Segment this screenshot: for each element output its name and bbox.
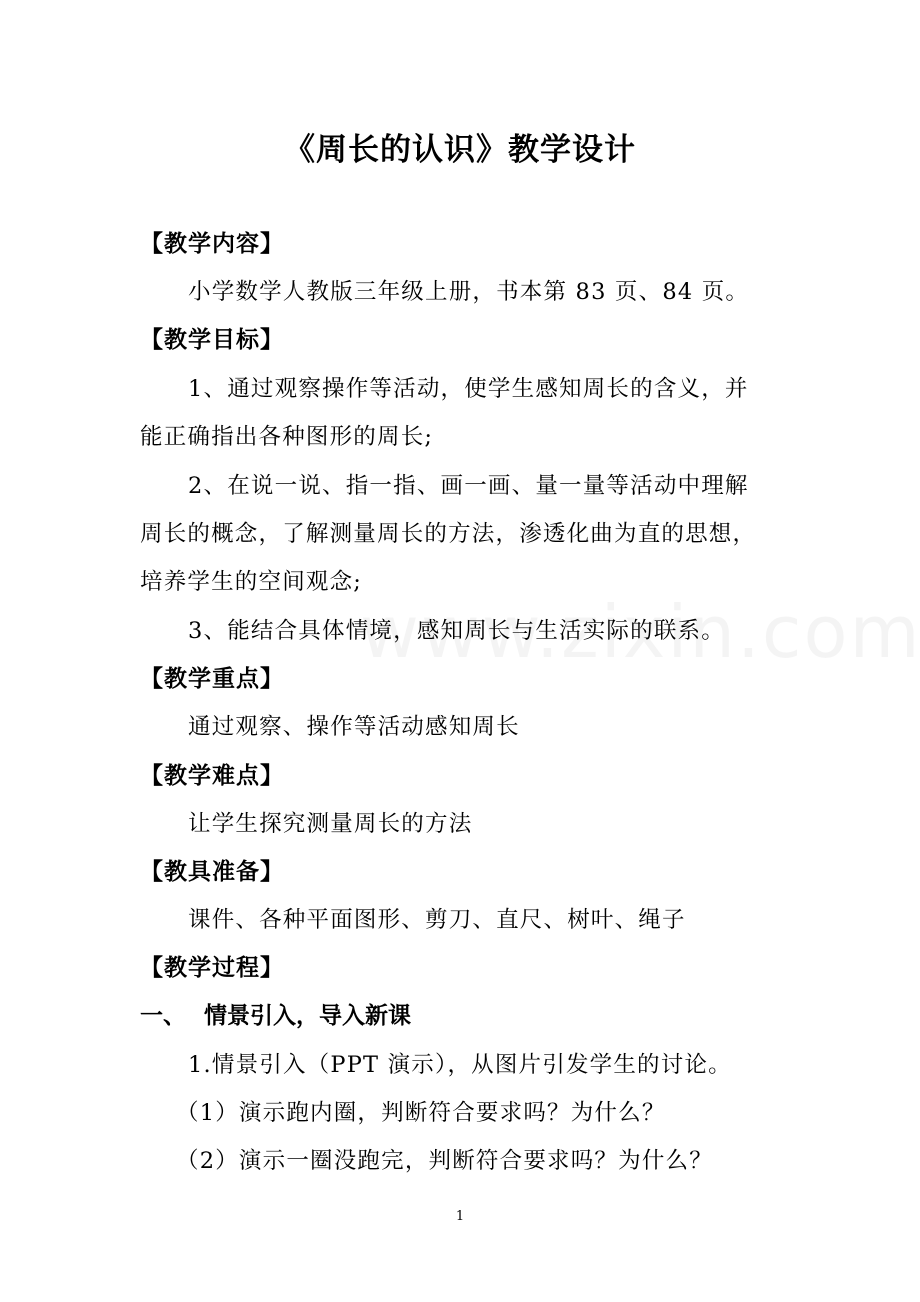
objective-2-line-1: 2、在说一说、指一指、画一画、量一量等活动中理解 [188, 473, 749, 499]
heading-difficulties: 【教学难点】 [140, 763, 284, 789]
objective-2-line-2: 周长的概念，了解测量周长的方法，渗透化曲为直的思想， [140, 521, 757, 547]
paragraph-teaching-content: 小学数学人教版三年级上册，书本第 83 页、84 页。 [188, 279, 750, 305]
section-one-text: 情景引入，导入新课 [204, 1003, 411, 1029]
heading-teaching-content: 【教学内容】 [140, 231, 284, 257]
objective-1-line-2: 能正确指出各种图形的周长; [140, 424, 434, 450]
page-title: 《周长的认识》教学设计 [284, 132, 636, 168]
objective-3: 3、能结合具体情境，感知周长与生活实际的联系。 [188, 618, 725, 644]
heading-teaching-process: 【教学过程】 [140, 955, 284, 981]
paragraph-teaching-aids: 课件、各种平面图形、剪刀、直尺、树叶、绳子 [188, 907, 686, 933]
objective-1-line-1: 1、通过观察操作等活动，使学生感知周长的含义，并 [188, 376, 749, 402]
section-one-heading [140, 998, 411, 1034]
objective-2-line-3: 培养学生的空间观念; [140, 569, 363, 595]
heading-teaching-aids: 【教具准备】 [140, 859, 284, 885]
process-step-1-item-2: （2）演示一圈没跑完，判断符合要求吗？为什么？ [176, 1148, 713, 1174]
heading-teaching-objectives: 【教学目标】 [140, 327, 284, 353]
paragraph-difficulties: 让学生探究测量周长的方法 [188, 811, 473, 837]
page-number: 1 [455, 1209, 465, 1224]
paragraph-key-points: 通过观察、操作等活动感知周长 [188, 714, 520, 740]
section-one-number: 一、 [140, 1003, 186, 1029]
process-step-1-item-1: （1）演示跑内圈，判断符合要求吗？为什么？ [176, 1100, 666, 1126]
heading-key-points: 【教学重点】 [140, 666, 284, 692]
process-step-1: 1.情景引入（PPT 演示），从图片引发学生的讨论。 [188, 1052, 732, 1078]
